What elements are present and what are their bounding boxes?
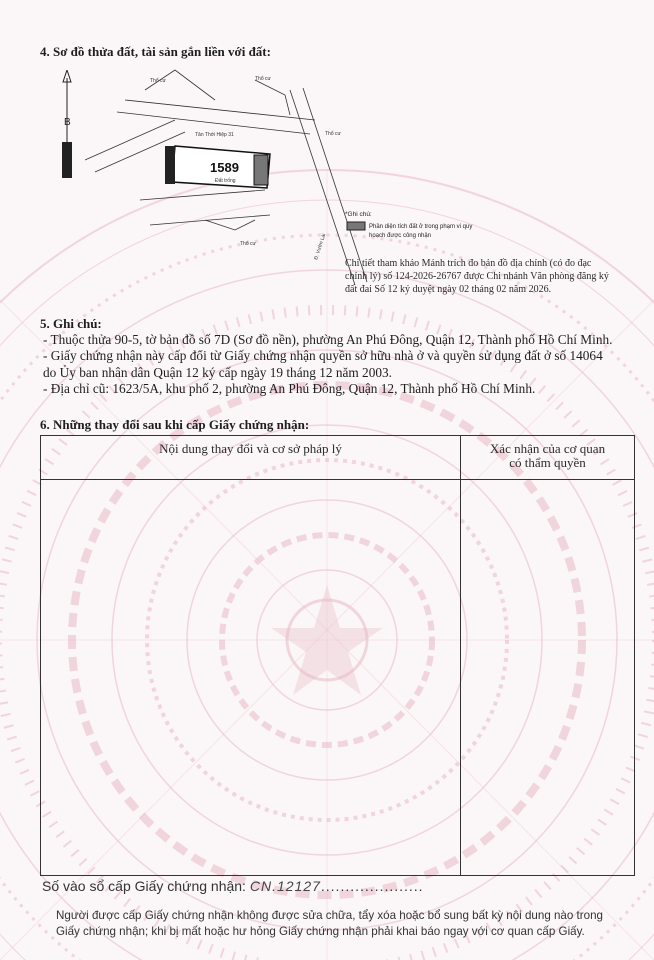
reference-note: Chi tiết tham khảo Mảnh trích đo bản đồ địa chính (có đo đạc chỉnh lý) số 124-2026-26767 được Chi nhánh Văn phòng đăng ký đất đai Số 12 ký duyệt ngày 02 tháng 02 năm 2026. bbox=[345, 258, 609, 295]
map-label-road-2: Đ. Vườn Lài bbox=[313, 232, 328, 261]
north-label: B bbox=[64, 117, 71, 128]
section-5-title: 5. Ghi chú: bbox=[40, 316, 102, 331]
map-label-tho-cu: Thổ cư bbox=[150, 78, 166, 84]
map-label-tho-cu-3: Thổ cư bbox=[325, 131, 341, 137]
section-6-title: 6. Những thay đổi sau khi cấp Giấy chứng nhận: bbox=[40, 417, 310, 432]
certificate-number-dots: ..................... bbox=[320, 878, 424, 894]
confirmation-header-line-1: Xác nhận của cơ quan bbox=[489, 441, 606, 456]
footer-warning bbox=[56, 908, 616, 940]
note-line: - Giấy chứng nhận này cấp đổi từ Giấy chứng nhận quyền sở hữu nhà ở và quyền sử dụng đất ở số 14064 do Ủy ban nhân dân Quận 12 ký cấp ngày 19 tháng 12 năm 2003. bbox=[43, 348, 603, 380]
map-label-dat-trong: Đất trống bbox=[215, 178, 236, 184]
parcel-map bbox=[55, 60, 475, 290]
parcel-number: 1589 bbox=[210, 160, 239, 175]
note-line: - Thuộc thửa 90-5, tờ bản đồ số 7D (Sơ đồ nền), phường An Phú Đông, Quận 12, Thành phố Hồ Chí Minh. bbox=[43, 332, 613, 347]
legend-swatch bbox=[347, 222, 365, 230]
confirmation-header-line-2: có thẩm quyền bbox=[509, 455, 586, 470]
confirmation-cell bbox=[461, 480, 635, 876]
note-line: - Địa chỉ cũ: 1623/5A, khu phố 2, phường An Phú Đông, Quận 12, Thành phố Hồ Chí Minh. bbox=[43, 381, 536, 397]
changes-content-cell bbox=[41, 480, 461, 876]
section-4-title: 4. Sơ đồ thửa đất, tài sản gắn liền với đất: bbox=[40, 44, 271, 59]
map-label-road-1: Tân Thới Hiệp 31 bbox=[195, 132, 234, 138]
notes-list bbox=[43, 332, 618, 398]
column-header-changes: Nội dung thay đổi và cơ sở pháp lý bbox=[41, 436, 461, 480]
certificate-number-label: Số vào sổ cấp Giấy chứng nhận: bbox=[42, 878, 246, 894]
footer-line-2: Giấy chứng nhận; khi bị mất hoặc hư hỏng Giấy chứng nhận phải khai báo ngay với cơ quan cấp Giấy. bbox=[56, 925, 585, 938]
legend-text-2: hoạch được công nhận bbox=[369, 233, 431, 239]
legend-title: *Ghi chú: bbox=[345, 211, 372, 218]
map-label-tho-cu-4: Thổ cư bbox=[240, 241, 256, 247]
certificate-number-line bbox=[42, 878, 424, 894]
map-label-tho-cu-2: Thổ cư bbox=[255, 76, 271, 82]
changes-table bbox=[40, 435, 635, 876]
legend-text-1: Phần diện tích đất ở trong phạm vi quy bbox=[369, 224, 473, 230]
footer-line-1: Người được cấp Giấy chứng nhận không được sửa chữa, tẩy xóa hoặc bổ sung bất kỳ nội dung nào trong bbox=[56, 909, 603, 922]
column-header-confirmation bbox=[461, 436, 635, 480]
certificate-number: CN.12127 bbox=[249, 878, 321, 894]
